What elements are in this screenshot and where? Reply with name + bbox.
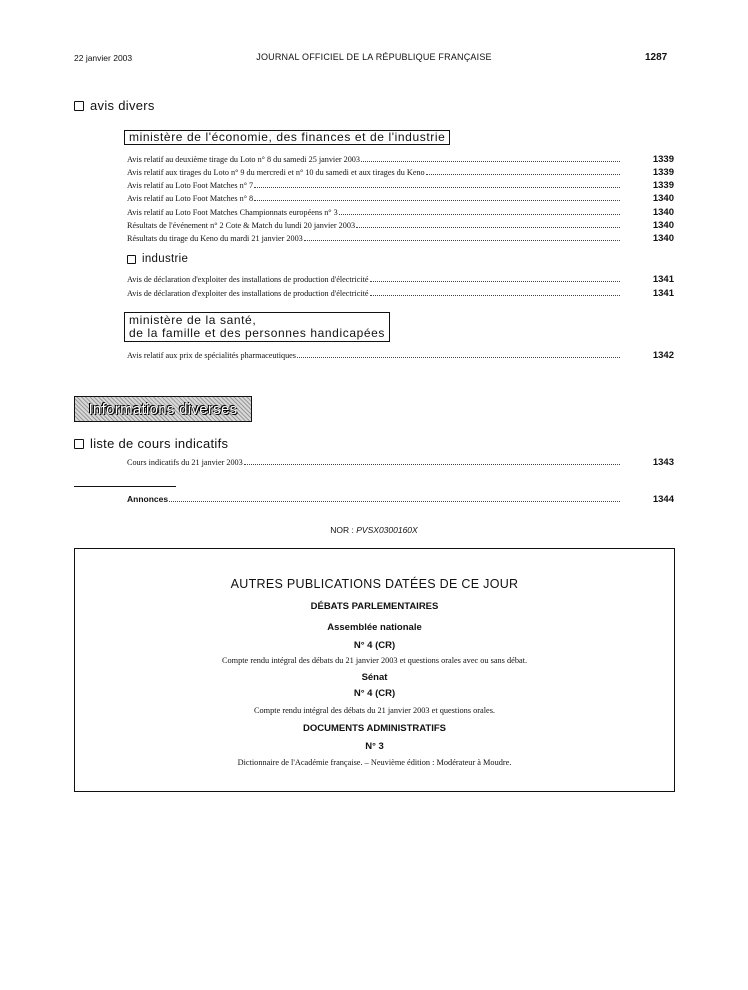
documents-heading: DOCUMENTS ADMINISTRATIFS: [302, 723, 447, 734]
toc-entry-text: Avis relatif aux prix de spécialités pharmaceutiques: [127, 351, 296, 360]
toc-entry: [127, 456, 674, 469]
leader-dots: [297, 349, 620, 358]
page-number: 1287: [645, 52, 668, 63]
toc-entry: [127, 273, 674, 286]
toc-entry-page: 1339: [652, 180, 674, 191]
toc-entry-text: Cours indicatifs du 21 janvier 2003: [127, 458, 243, 467]
toc-entry: [127, 287, 674, 300]
toc-entry: [127, 192, 674, 205]
toc-entry: [127, 166, 674, 179]
leader-dots: [169, 493, 620, 502]
toc-entry-annonces: [127, 493, 674, 506]
leader-dots: [339, 206, 620, 215]
toc-entry-page: 1340: [652, 207, 674, 218]
documents-number: N° 3: [365, 741, 384, 752]
ministry-box-economie: [124, 130, 450, 145]
toc-entry-text: Avis relatif au Loto Foot Matches n° 7: [127, 181, 254, 190]
toc-entry-page: 1340: [652, 193, 674, 204]
toc-entry: [127, 219, 674, 232]
banner-label: Informations diverses: [88, 400, 238, 418]
section-liste-cours: [74, 436, 228, 451]
section-avis-divers: [74, 98, 155, 113]
ministry-title-line1: ministère de la santé,: [129, 313, 257, 327]
toc-entry-text: Résultats du tirage du Keno du mardi 21 janvier 2003: [127, 234, 303, 243]
toc-entry-page: 1340: [652, 220, 674, 231]
toc-entry-page: 1343: [652, 457, 674, 468]
checkbox-square-icon: [74, 439, 84, 449]
toc-entry-page: 1341: [652, 288, 674, 299]
leader-dots: [254, 179, 620, 188]
toc-entry-page: 1340: [652, 233, 674, 244]
toc-entry-page: 1341: [652, 274, 674, 285]
documents-description: Dictionnaire de l'Académie française. – Neuvième édition : Modérateur à Moudre.: [237, 758, 512, 767]
leader-dots: [244, 456, 620, 465]
assemblee-description: Compte rendu intégral des débats du 21 janvier 2003 et questions orales avec ou sans débat.: [221, 656, 528, 665]
section-industrie: [127, 253, 188, 265]
leader-dots: [370, 273, 620, 282]
ministry-title: ministère de l'économie, des finances et de l'industrie: [129, 130, 446, 144]
debats-heading: DÉBATS PARLEMENTAIRES: [310, 601, 439, 612]
ministry-title-line2: de la famille et des personnes handicapées: [129, 326, 386, 340]
leader-dots: [426, 166, 620, 175]
toc-entry-text: Avis relatif au deuxième tirage du Loto n° 8 du samedi 25 janvier 2003: [127, 155, 360, 164]
toc-entry: [127, 232, 674, 245]
toc-entry: [127, 206, 674, 219]
toc-entry: [127, 349, 674, 362]
section-heading: avis divers: [90, 98, 155, 113]
toc-entry: [127, 179, 674, 192]
leader-dots: [304, 232, 620, 241]
toc-entry-text: Avis relatif aux tirages du Loto n° 9 du mercredi et n° 10 du samedi et aux tirages du Keno: [127, 168, 425, 177]
section-heading: industrie: [142, 253, 189, 265]
senat-heading: Sénat: [361, 672, 388, 683]
toc-entry-text: Avis relatif au Loto Foot Matches Championnats européens n° 3: [127, 208, 338, 217]
checkbox-square-icon: [74, 101, 84, 111]
checkbox-square-icon: [127, 255, 136, 264]
toc-entry-text: Résultats de l'événement n° 2 Cote & Match du lundi 20 janvier 2003: [127, 221, 356, 230]
nor-value: PVSX0300160X: [356, 525, 418, 535]
toc-entry-page: 1344: [652, 494, 674, 505]
toc-entry-text: Avis relatif au Loto Foot Matches n° 8: [127, 194, 254, 203]
section-heading: liste de cours indicatifs: [90, 436, 229, 451]
nor-label: NOR :: [330, 525, 354, 535]
leader-dots: [254, 192, 620, 201]
toc-entry: [127, 153, 674, 166]
toc-entry-page: 1339: [652, 167, 674, 178]
assemblee-heading: Assemblée nationale: [327, 622, 422, 633]
box-heading: AUTRES PUBLICATIONS DATÉES DE CE JOUR: [230, 577, 519, 591]
journal-title: JOURNAL OFFICIEL DE LA RÉPUBLIQUE FRANÇAISE: [256, 52, 492, 62]
leader-dots: [361, 153, 620, 162]
toc-entry-page: 1342: [652, 350, 674, 361]
informations-diverses-banner: [74, 396, 252, 422]
toc-entry-page: 1339: [652, 154, 674, 165]
separator-rule: [74, 486, 176, 487]
nor-reference: [0, 525, 748, 535]
toc-entry-text: Annonces: [127, 494, 169, 504]
senat-description: Compte rendu intégral des débats du 21 janvier 2003 et questions orales.: [253, 706, 495, 715]
leader-dots: [370, 287, 620, 296]
assemblee-number: N° 4 (CR): [353, 640, 396, 651]
senat-number: N° 4 (CR): [353, 688, 396, 699]
ministry-box-sante: [124, 312, 390, 342]
toc-entry-text: Avis de déclaration d'exploiter des installations de production d'électricité: [127, 275, 369, 284]
leader-dots: [356, 219, 620, 228]
header-date: 22 janvier 2003: [74, 53, 133, 63]
autres-publications-box: [74, 548, 675, 792]
toc-entry-text: Avis de déclaration d'exploiter des installations de production d'électricité: [127, 289, 369, 298]
